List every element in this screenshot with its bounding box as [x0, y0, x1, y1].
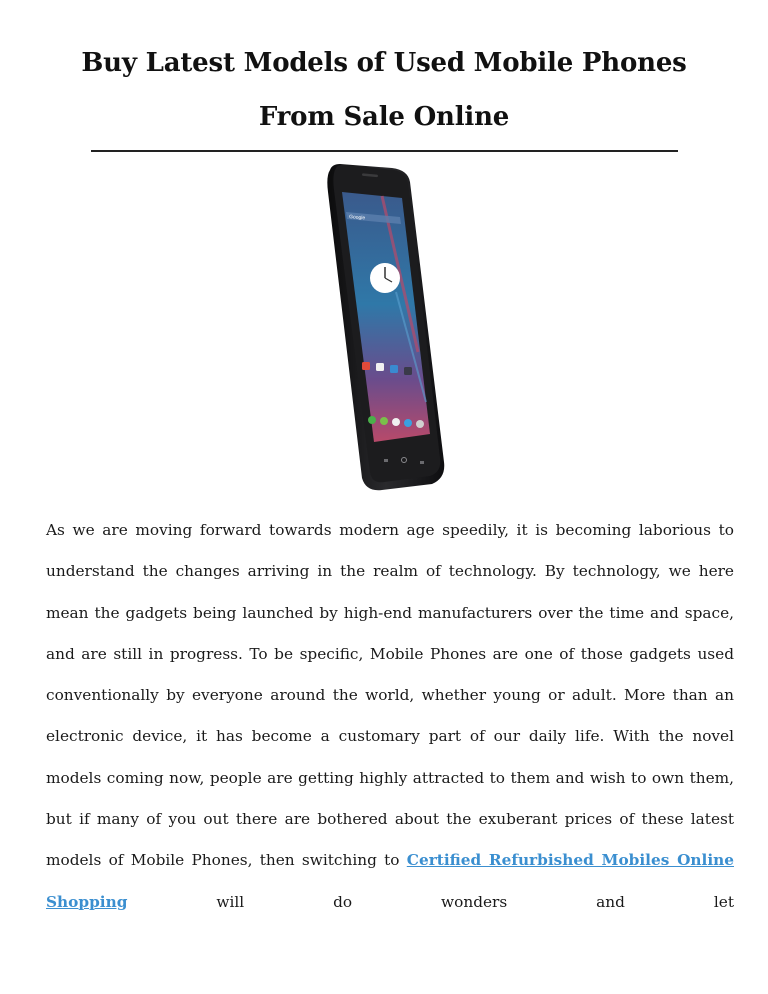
settings-icon — [404, 367, 412, 375]
back-button-icon — [384, 459, 388, 462]
play-store-icon — [376, 363, 384, 371]
title-line-2: From Sale Online — [258, 102, 510, 132]
menu-button-icon — [420, 461, 424, 464]
apps-icon — [392, 418, 400, 426]
phone-icon — [368, 416, 376, 424]
messages-icon — [380, 417, 388, 425]
body-paragraph — [46, 510, 734, 923]
paragraph-text: As we are moving forward towards modern age speedily, it is becoming laborious to understand the changes arriving in the realm of technology. By technology, we here mean the gadgets being launched by high-end manufacturers over the time and space, and are still in progress. To be specific, Mobile Phones are one of those gadgets used conventionally by everyone around the world, whether young or adult. More than an electronic device, it has become a customary part of our daily life. With the novel models coming now, people are getting highly attracted to them and wish to own them, but if many of you out there are bothered about the exuberant prices of these latest models of Mobile Phones, then switching to — [46, 521, 734, 870]
camera-icon — [390, 365, 398, 373]
contacts-icon — [404, 419, 412, 427]
search-label: Google — [348, 214, 366, 222]
document-title — [0, 36, 768, 144]
gmail-icon — [362, 362, 370, 370]
paragraph-text-tail: will do wonders and let — [127, 892, 734, 911]
camera-icon — [416, 420, 424, 428]
title-line-1: Buy Latest Models of Used Mobile Phones — [81, 48, 687, 78]
title-divider — [91, 150, 678, 152]
smartphone-illustration — [322, 162, 448, 492]
certified-refurbished-link[interactable]: Certified Refurbished Mobiles Online Shopping — [46, 851, 734, 911]
phone-image — [322, 162, 448, 492]
